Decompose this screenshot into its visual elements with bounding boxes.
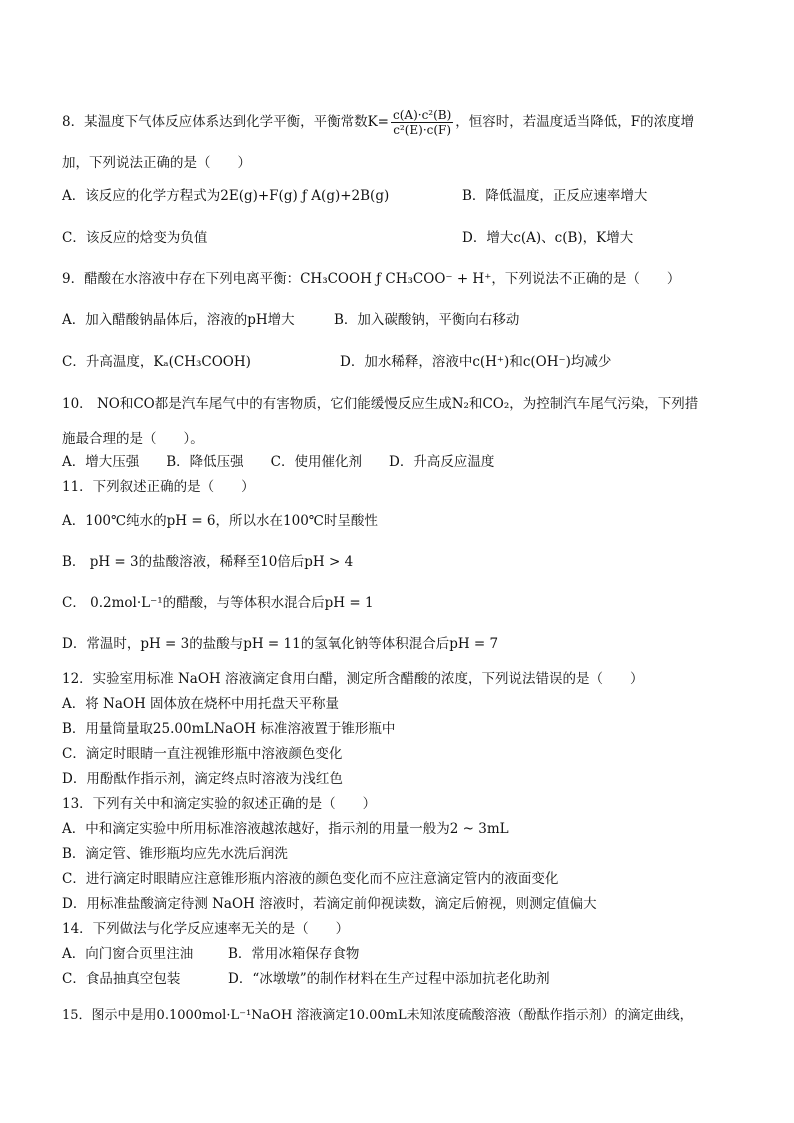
q12-option-d[interactable]: D．用酚酞作指示剂，滴定终点时溶液为浅红色	[62, 771, 343, 787]
q11-option-b[interactable]: B． pH = 3的盐酸溶液，稀释至10倍后pH > 4	[62, 554, 354, 570]
q11-option-c[interactable]: C． 0.2mol·L⁻¹的醋酸，与等体积水混合后pH = 1	[62, 595, 374, 611]
q13-option-d[interactable]: D．用标准盐酸滴定待测 NaOH 溶液时，若滴定前仰视读数，滴定后俯视，则测定值偏大	[62, 896, 597, 912]
q9-option-b[interactable]: B．加入碳酸钠，平衡向右移动	[334, 312, 520, 328]
q14-option-b[interactable]: B．常用冰箱保存食物	[228, 946, 360, 962]
q13-stem: 13．下列有关中和滴定实验的叙述正确的是（ ）	[62, 796, 377, 812]
q12-option-c[interactable]: C．滴定时眼睛一直注视锥形瓶中溶液颜色变化	[62, 746, 343, 762]
q8-option-a[interactable]: A．该反应的化学方程式为2E(g)+F(g) ƒ A(g)+2B(g)	[62, 188, 390, 204]
equilibrium-constant-fraction	[391, 108, 453, 137]
q14-option-c[interactable]: C．食品抽真空包装	[62, 971, 181, 987]
q8-stem-a: 8．某温度下气体反应体系达到化学平衡，平衡常数K=	[62, 114, 389, 130]
q9-options-cd	[62, 353, 754, 371]
q11-stem: 11．下列叙述正确的是（ ）	[62, 479, 255, 495]
q14-options-cd	[62, 970, 754, 988]
q9-option-c[interactable]: C．升高温度，Kₐ(CH₃COOH)	[62, 354, 251, 370]
q10-stem-line1: 10． NO和CO都是汽车尾气中的有害物质，它们能缓慢反应生成N₂和CO₂，为控制汽车尾气污染，下列措	[62, 396, 699, 412]
q8-options-ab	[62, 187, 754, 205]
q10-stem-line2: 施最合理的是（ ）。	[62, 431, 204, 447]
q14-stem: 14．下列做法与化学反应速率无关的是（ ）	[62, 921, 350, 937]
q9-option-d[interactable]: D．加水稀释，溶液中c(H⁺)和c(OH⁻)均减少	[340, 354, 612, 370]
q12-option-a[interactable]: A．将 NaOH 固体放在烧杯中用托盘天平称量	[62, 696, 340, 712]
q14-option-d[interactable]: D．“冰墩墩”的制作材料在生产过程中添加抗老化助剂	[228, 971, 550, 987]
q14-option-a[interactable]: A．向门窗合页里注油	[62, 946, 194, 962]
q12-option-b[interactable]: B．用量筒量取25.00mLNaOH 标准溶液置于锥形瓶中	[62, 721, 396, 737]
q8-stem-b: ，恒容时，若温度适当降低，F的浓度增	[455, 114, 695, 130]
q13-option-b[interactable]: B．滴定管、锥形瓶均应先水洗后润洗	[62, 846, 288, 862]
q15-stem: 15．图示中是用0.1000mol·L⁻¹NaOH 溶液滴定10.00mL未知浓度硫酸溶液（酚酞作指示剂）的滴定曲线，	[62, 1008, 693, 1023]
fraction-numerator: c(A)·c²(B)	[393, 108, 452, 122]
q8-options-cd	[62, 229, 754, 247]
q8-option-c[interactable]: C．该反应的焓变为负值	[62, 230, 208, 246]
q14-options-ab	[62, 945, 754, 963]
q8-option-b[interactable]: B．降低温度，正反应速率增大	[462, 188, 648, 204]
q8-stem-line2: 加，下列说法正确的是（ ）	[62, 155, 251, 171]
fraction-denominator: c²(E)·c(F)	[393, 123, 452, 137]
q11-option-a[interactable]: A．100℃纯水的pH = 6，所以水在100℃时呈酸性	[62, 513, 378, 529]
q12-stem: 12．实验室用标准 NaOH 溶液滴定食用白醋，测定所含醋酸的浓度，下列说法错误的是（ ）	[62, 671, 644, 687]
q10-options[interactable]: A．增大压强 B．降低压强 C．使用催化剂 D．升高反应温度	[62, 454, 495, 470]
q9-option-a[interactable]: A．加入醋酸钠晶体后，溶液的pH增大	[62, 312, 295, 328]
q9-options-ab	[62, 311, 754, 329]
q13-option-a[interactable]: A．中和滴定实验中所用标准溶液越浓越好，指示剂的用量一般为2 ~ 3mL	[62, 821, 509, 837]
q8-stem-line1	[62, 108, 754, 137]
q11-option-d[interactable]: D．常温时，pH = 3的盐酸与pH = 11的氢氧化钠等体积混合后pH = 7	[62, 636, 499, 652]
q8-option-d[interactable]: D．增大c(A)、c(B)，K增大	[462, 230, 634, 246]
q13-option-c[interactable]: C．进行滴定时眼睛应注意锥形瓶内溶液的颜色变化而不应注意滴定管内的液面变化	[62, 871, 559, 887]
q9-stem: 9．醋酸在水溶液中存在下列电离平衡：CH₃COOH ƒ CH₃COO⁻ + H⁺，下列说法不正确的是（ ）	[62, 271, 681, 287]
